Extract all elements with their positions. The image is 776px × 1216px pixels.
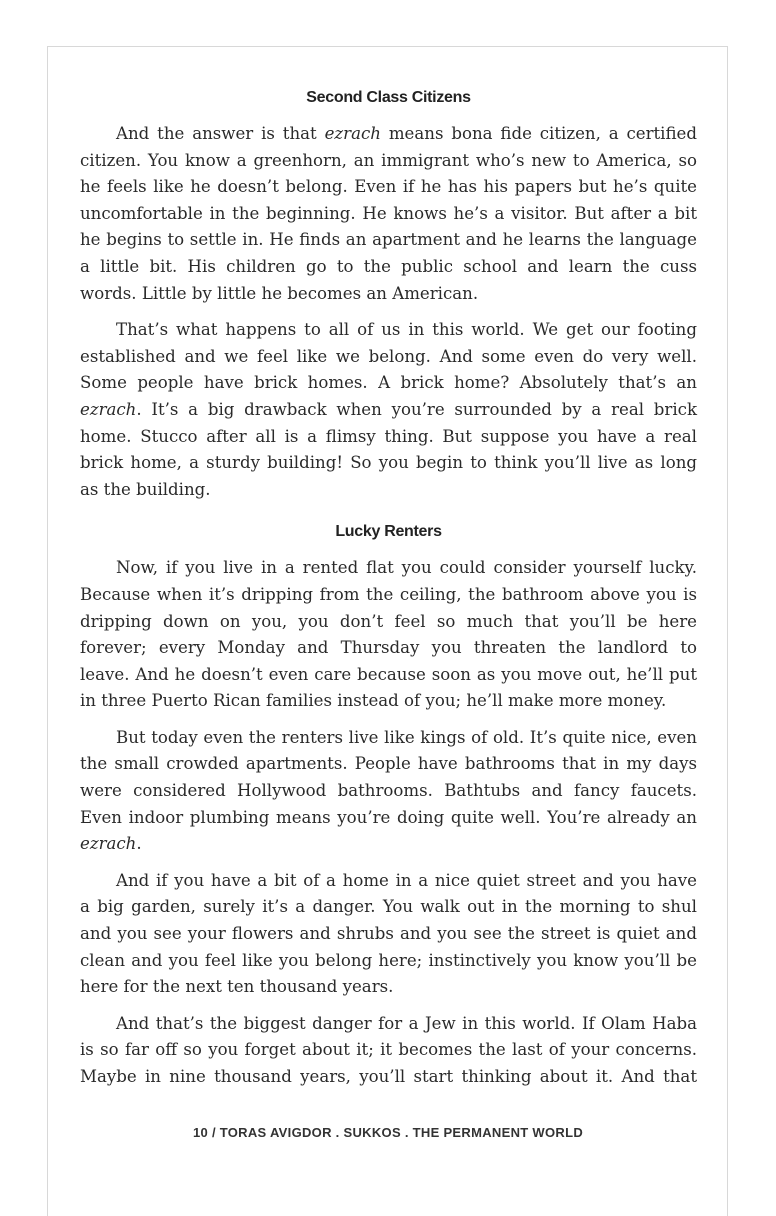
text-line: clean and you feel like you belong here; instinctively you know you’ll be [80, 950, 697, 970]
text-line: brick home, a sturdy building! So you begin to think you’ll live as long [80, 453, 697, 473]
text-line: the small crowded apartments. People have bathrooms that in my days [80, 754, 697, 774]
text-line: But today even the renters live like kings of old. It’s quite nice, even [116, 727, 697, 747]
text-line: Some people have brick homes. A brick home? Absolutely that’s an [80, 373, 697, 393]
text-line: ezrach. It’s a big drawback when you’re surrounded by a real brick [80, 399, 697, 419]
text-line: home. Stucco after all is a flimsy thing. But suppose you have a real [80, 426, 697, 446]
paragraph [80, 868, 697, 1001]
text-line: And that’s the biggest danger for a Jew in this world. If Olam Haba [116, 1013, 697, 1033]
text-line: That’s what happens to all of us in this world. We get our footing [116, 320, 697, 340]
text-line: Even indoor plumbing means you’re doing quite well. You’re already an [80, 807, 697, 827]
text-line: in three Puerto Rican families instead of you; he’ll make more money. [80, 691, 667, 711]
section-heading: Second Class Citizens [306, 89, 471, 106]
text-line: Maybe in nine thousand years, you’ll start thinking about it. And that [80, 1067, 697, 1086]
paragraph [80, 555, 697, 715]
text-line: were considered Hollywood bathrooms. Bathtubs and fancy faucets. [80, 781, 697, 801]
text-line: he feels like he doesn’t belong. Even if he has his papers but he’s quite [80, 177, 697, 197]
text-line: uncomfortable in the beginning. He knows he’s a visitor. But after a bit [80, 203, 697, 223]
text-line: And if you have a bit of a home in a nice quiet street and you have [116, 870, 697, 890]
text-line: as the building. [80, 479, 211, 499]
text-line: leave. And he doesn’t even care because soon as you move out, he’ll put [80, 664, 697, 684]
text-line: he begins to settle in. He finds an apartment and he learns the language [80, 230, 697, 250]
text-line: Now, if you live in a rented flat you could consider yourself lucky. [116, 558, 697, 578]
text-line: forever; every Monday and Thursday you threaten the landlord to [80, 638, 697, 658]
text-line: ezrach. [80, 834, 142, 854]
text-line: here for the next ten thousand years. [80, 977, 394, 997]
paragraph [80, 725, 697, 858]
text-line: established and we feel like we belong. And some even do very well. [80, 346, 697, 366]
text-line: is so far off so you forget about it; it becomes the last of your concerns. [80, 1040, 697, 1060]
paragraph [80, 121, 697, 307]
text-line: Because when it’s dripping from the ceiling, the bathroom above you is [80, 584, 697, 604]
page-footer: 10 / TORAS AVIGDOR . SUKKOS . THE PERMANENT WORLD [192, 1125, 584, 1140]
text-line: a little bit. His children go to the public school and learn the cuss [80, 256, 697, 276]
paragraph [80, 317, 697, 503]
text-line: citizen. You know a greenhorn, an immigrant who’s new to America, so [80, 150, 697, 170]
text-line: a big garden, surely it’s a danger. You walk out in the morning to shul [80, 897, 697, 917]
page-body [80, 85, 697, 1091]
paragraph [80, 1011, 697, 1091]
text-line: dripping down on you, you don’t feel so much that you’ll be here [80, 611, 697, 631]
text-line: words. Little by little he becomes an American. [80, 283, 479, 303]
text-line: And the answer is that ezrach means bona fide citizen, a certified [116, 124, 697, 143]
text-line: and you see your flowers and shrubs and you see the street is quiet and [80, 924, 697, 944]
section-heading: Lucky Renters [335, 523, 442, 541]
